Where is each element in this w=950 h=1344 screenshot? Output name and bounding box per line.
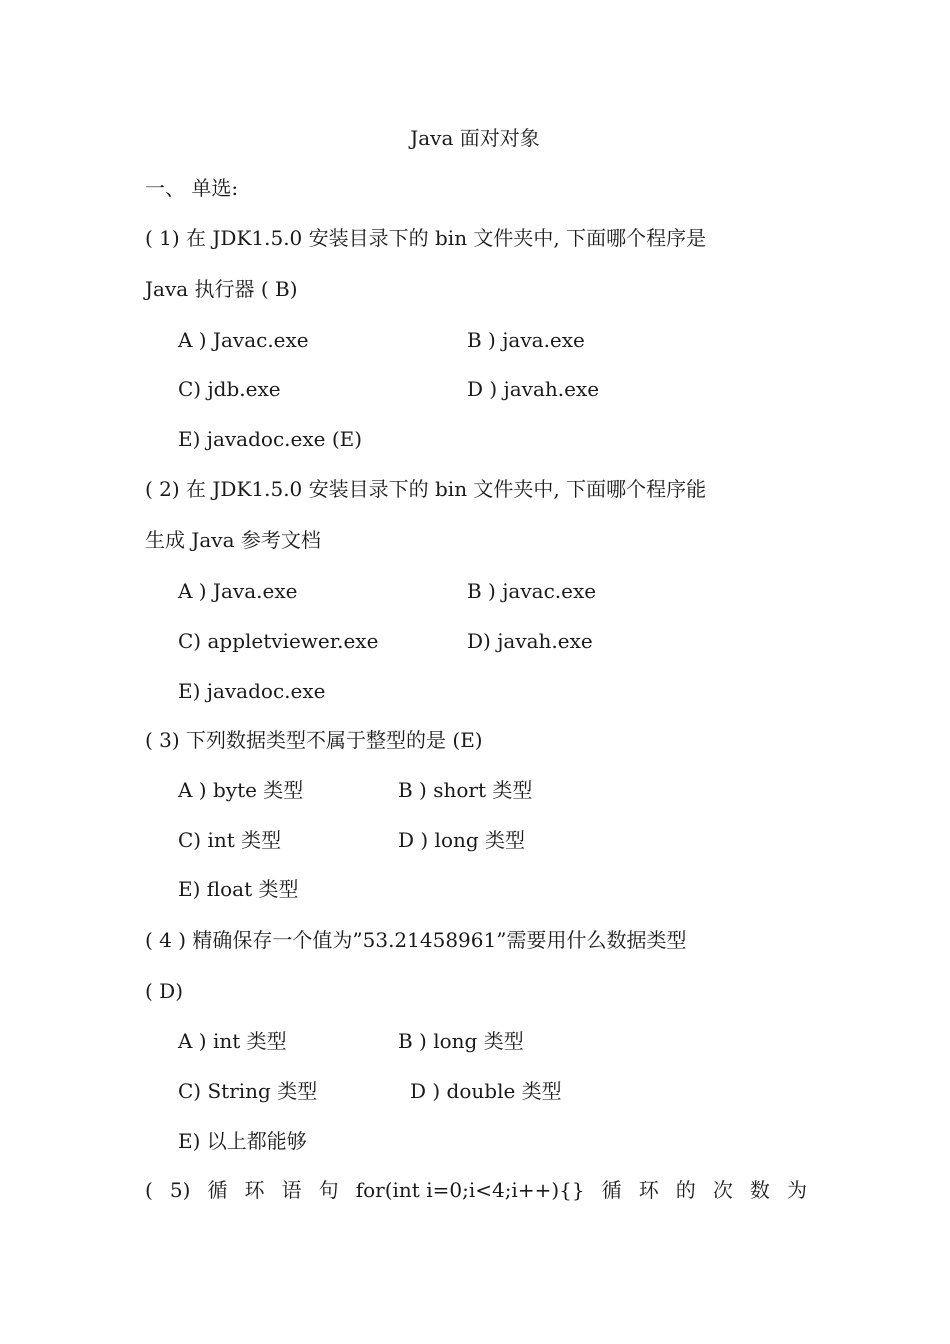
question-5-part: 环 [244,1178,265,1202]
question-5-part: 为 [786,1178,807,1202]
question-2-option-d: D) javah.exe [467,629,593,653]
question-4-option-d: D ) double 类型 [410,1079,562,1103]
question-5-text [145,1176,807,1204]
question-3-text: ( 3) 下列数据类型不属于整型的是 (E) [145,728,483,752]
question-5-part: 的 [675,1178,696,1202]
question-5-part: 5) [169,1178,191,1202]
question-3-option-e: E) float 类型 [178,877,299,901]
question-3-option-b: B ) short 类型 [398,778,533,802]
question-4-option-c: C) String 类型 [178,1079,318,1103]
question-5-part: 数 [749,1178,770,1202]
question-3-option-a: A ) byte 类型 [178,778,304,802]
question-4-text-cont: ( D) [145,979,183,1003]
question-2-option-c: C) appletviewer.exe [178,629,379,653]
question-2-option-e: E) javadoc.exe [178,679,326,703]
question-1-option-e: E) javadoc.exe (E) [178,427,363,451]
question-2-option-a: A ) Java.exe [178,579,298,603]
question-1-text: ( 1) 在 JDK1.5.0 安装目录下的 bin 文件夹中, 下面哪个程序是 [145,226,707,250]
page-title: Java 面对对象 [410,126,540,150]
question-4-option-a: A ) int 类型 [178,1029,287,1053]
section-heading: 一、 单选: [145,176,239,200]
question-1-option-a: A ) Javac.exe [178,328,309,352]
question-5-part: 循 [601,1178,622,1202]
question-3-option-d: D ) long 类型 [398,828,526,852]
question-1-option-c: C) jdb.exe [178,377,281,401]
question-5-part: 环 [638,1178,659,1202]
question-4-text: ( 4 ) 精确保存一个值为”53.21458961”需要用什么数据类型 [145,928,687,952]
question-5-part: ( [145,1178,153,1202]
question-5-part: 次 [712,1178,733,1202]
question-4-option-b: B ) long 类型 [398,1029,524,1053]
question-1-option-b: B ) java.exe [467,328,585,352]
question-5-part: 循 [207,1178,228,1202]
question-4-option-e: E) 以上都能够 [178,1129,307,1153]
question-3-option-c: C) int 类型 [178,828,282,852]
question-5-part: 语 [281,1178,302,1202]
question-5-part: 句 [318,1178,339,1202]
question-5-part: for(int i=0;i<4;i++){} [355,1178,585,1202]
question-2-text-cont: 生成 Java 参考文档 [145,528,321,552]
question-2-option-b: B ) javac.exe [467,579,597,603]
question-1-text-cont: Java 执行器 ( B) [145,277,298,301]
question-1-option-d: D ) javah.exe [467,377,600,401]
question-2-text: ( 2) 在 JDK1.5.0 安装目录下的 bin 文件夹中, 下面哪个程序能 [145,477,707,501]
